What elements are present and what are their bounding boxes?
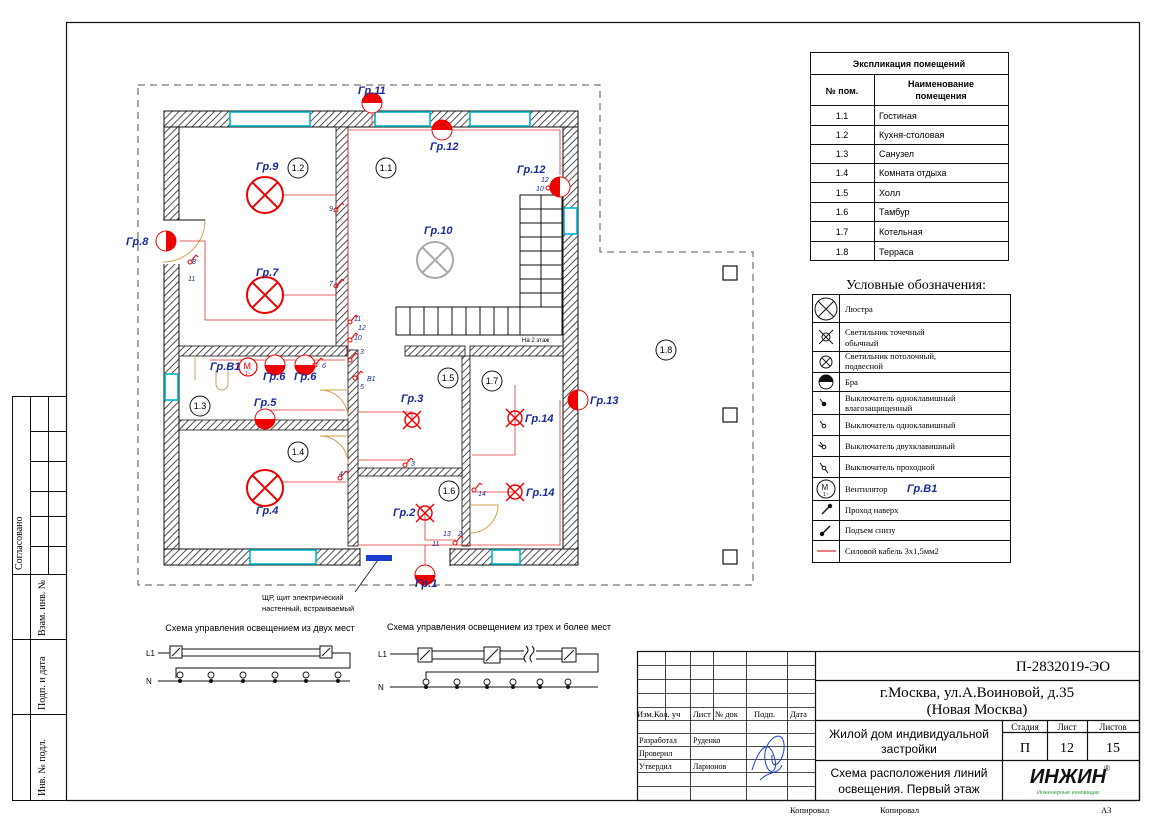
- group-label: Гр.9: [256, 161, 279, 173]
- chandelier-icon: [815, 298, 837, 320]
- tb-name: Руденко: [693, 736, 721, 745]
- signature: [752, 736, 784, 780]
- legend-title: Условные обозначения:: [845, 278, 987, 293]
- legend-text: обычный: [845, 338, 879, 348]
- legend-text: Бра: [845, 377, 858, 387]
- wall-interior: [462, 356, 470, 546]
- object-name: застройки: [881, 742, 937, 756]
- tb-role: Утвердил: [639, 762, 672, 771]
- scheme-l1: L1: [146, 649, 155, 658]
- sheet-frame: [67, 23, 1140, 801]
- rooms-table-col-num: № пом.: [825, 86, 859, 96]
- scheme-n: N: [378, 683, 384, 692]
- tb-role: Проверил: [639, 749, 673, 758]
- room-label: 1.7: [485, 376, 499, 386]
- wire-number: 2: [458, 531, 462, 538]
- format-label: А3: [1101, 805, 1112, 815]
- wall-west: [164, 111, 179, 565]
- logo-subtitle: Инженерные инновации: [1037, 790, 1099, 796]
- logo-mark: ®: [1104, 764, 1110, 773]
- table-cell: 1.3: [835, 149, 849, 159]
- tb-col-kol: Кол. уч: [654, 709, 681, 719]
- address-line: г.Москва, ул.А.Воиновой, д.35: [879, 685, 1075, 701]
- legend-text: Выключатель одноклавишный: [845, 393, 956, 403]
- table-cell: Комната отдыха: [879, 168, 947, 178]
- table-cell: 1.5: [835, 188, 849, 198]
- spot-light-icon: [819, 330, 833, 344]
- chandelier-icon: [247, 277, 283, 313]
- wall-interior: [470, 346, 563, 356]
- table-cell: 1.6: [835, 207, 849, 217]
- table-cell: Кухня-столовая: [879, 130, 945, 140]
- scheme-two-places: [146, 623, 355, 686]
- tb-col-date: Дата: [790, 709, 807, 719]
- switch-pass-icon: [820, 463, 828, 473]
- logo-text: ИНЖИН: [1029, 766, 1107, 788]
- table-cell: 1.7: [835, 227, 849, 237]
- panel-note: настенный, встраиваемый: [262, 604, 355, 613]
- sconce-icon: [819, 375, 833, 389]
- sheets-header: Листов: [1099, 722, 1127, 732]
- tb-col-sign: Подп.: [754, 709, 776, 719]
- switch-double-icon: [819, 442, 826, 449]
- sheet-title: Схема расположения линий: [830, 766, 988, 780]
- switch-single-icon: [820, 421, 826, 428]
- scheme-title: Схема управления освещением из двух мест: [165, 623, 355, 633]
- title-block-grid: [638, 652, 816, 801]
- group-label: Гр.8: [126, 236, 149, 248]
- stamp-sign-date: Подп. и дата: [37, 656, 48, 710]
- room-label: 1.2: [291, 163, 305, 173]
- wire-number: 12: [358, 325, 366, 332]
- scheme-multi-places: [378, 622, 611, 692]
- legend-text: Силовой кабель 3х1,5мм2: [845, 546, 939, 556]
- legend-text: Подъем снизу: [845, 525, 896, 535]
- group-label: Гр.10: [424, 225, 453, 237]
- wire-number: 8: [192, 259, 196, 266]
- sconce-icon: [255, 409, 275, 429]
- terrace-post: [723, 266, 737, 280]
- wire-number: 11: [354, 316, 362, 323]
- room-label: 1.3: [193, 401, 207, 411]
- sconce-icon: [156, 231, 176, 251]
- terrace-post: [723, 550, 737, 564]
- room-label: 1.6: [442, 486, 456, 496]
- wire-number: 10: [536, 186, 544, 193]
- chandelier-icon: [417, 242, 453, 278]
- stage-value: П: [1019, 741, 1031, 756]
- group-label: Гр.14: [526, 487, 555, 499]
- group-label: Гр.6: [263, 371, 286, 383]
- window: [230, 112, 310, 126]
- group-label: Гр.13: [590, 395, 619, 407]
- legend-text: Выключатель одноклавишный: [845, 420, 956, 430]
- sconce-icon: [550, 177, 570, 197]
- table-cell: Санузел: [879, 149, 915, 159]
- table-cell: 1.4: [835, 168, 849, 178]
- room-label: 1.5: [441, 373, 455, 383]
- stamp-inv-replace: Взам. инв. №: [37, 579, 48, 636]
- group-label: Гр.14: [525, 413, 554, 425]
- wire-number: 7: [329, 281, 333, 288]
- table-cell: 1.1: [835, 111, 849, 121]
- scheme-n: N: [146, 677, 152, 686]
- wall-interior: [358, 468, 462, 476]
- group-label: Гр.5: [254, 397, 277, 409]
- rooms-table-title: Экспликация помещений: [852, 59, 966, 69]
- copied-label: Копировал: [880, 805, 920, 815]
- tb-col-izm: Изм.: [637, 709, 654, 719]
- wire-number: 9: [329, 206, 333, 213]
- window: [470, 112, 530, 126]
- group-label: Гр.В1: [210, 361, 241, 373]
- wire-number: 10: [354, 335, 362, 342]
- wire-number: 14: [478, 491, 486, 498]
- rise-from-below-icon: [821, 526, 831, 536]
- legend-text: Проход наверх: [845, 505, 899, 515]
- stair-note: На 2 этаж: [522, 338, 550, 344]
- group-label: Гр.4: [256, 505, 279, 517]
- stamp-inv-orig: Инв. № подл.: [37, 739, 48, 796]
- sheets-value: 15: [1106, 741, 1120, 756]
- group-label: Гр.6: [294, 371, 317, 383]
- panel-board: [366, 555, 392, 561]
- tb-name: Ларионов: [693, 762, 727, 771]
- window: [564, 208, 577, 234]
- object-name: Жилой дом индивидуальной: [829, 727, 989, 741]
- legend-text: влагозащищенный: [845, 403, 913, 413]
- rooms-table-col-name: помещения: [915, 91, 967, 101]
- wire-number: 3: [411, 461, 415, 468]
- wire-number: 11: [188, 276, 196, 283]
- chandelier-icon: [247, 177, 283, 213]
- table-cell: Тамбур: [879, 207, 910, 217]
- wire-number: 11: [432, 541, 440, 548]
- wall-interior: [336, 127, 348, 350]
- rooms-table-col-name: Наименование: [907, 79, 975, 89]
- fan-icon: [239, 358, 257, 377]
- legend-text: Светильник точечный: [845, 327, 925, 337]
- wall-interior: [405, 346, 465, 356]
- svg-text:1~: 1~: [823, 492, 829, 498]
- room-label: 1.4: [291, 447, 305, 457]
- table-cell: 1.2: [835, 130, 849, 140]
- legend-text: Люстра: [845, 304, 873, 314]
- window: [492, 550, 520, 564]
- sheet-header: Лист: [1057, 722, 1077, 732]
- legend-text: Вентилятор: [845, 484, 888, 494]
- stamp-agreed: Согласовано: [14, 516, 25, 570]
- switch-waterproof-icon: [820, 399, 826, 406]
- sheet-value: 12: [1060, 741, 1074, 756]
- wire-number: 3: [360, 349, 364, 356]
- wire-number: 4: [339, 471, 343, 478]
- table-cell: 1.8: [835, 247, 849, 257]
- window: [375, 112, 430, 126]
- svg-text:M: M: [821, 483, 829, 492]
- group-label: Гр.3: [401, 393, 424, 405]
- wire-number: 12: [541, 177, 549, 184]
- floor-plan: [126, 85, 753, 613]
- wire-number: 13: [443, 531, 451, 538]
- group-label: Гр.12: [430, 141, 459, 153]
- group-label: Гр.7: [256, 267, 279, 279]
- company-logo: [1030, 764, 1110, 796]
- legend-text: Выключатель двухклавишный: [845, 441, 955, 451]
- svg-text:1~: 1~: [245, 371, 251, 377]
- pass-up-icon: [822, 505, 832, 515]
- stage-header: Стадия: [1011, 722, 1039, 732]
- wire-number: 5: [360, 384, 364, 391]
- legend-text: подвесной: [845, 361, 883, 371]
- scheme-title: Схема управления освещением из трех и более мест: [386, 622, 612, 632]
- legend-text: Выключатель проходной: [845, 462, 935, 472]
- room-label: 1.1: [379, 163, 393, 173]
- table-cell: Гостиная: [879, 111, 917, 121]
- table-cell: Холл: [879, 188, 901, 198]
- wire-number: 6: [322, 363, 326, 370]
- sconce-icon: [432, 120, 452, 140]
- group-label: Гр.1: [415, 578, 438, 590]
- room-label: 1.8: [659, 345, 673, 355]
- wall-interior: [179, 346, 347, 356]
- chandelier-icon: [247, 470, 283, 506]
- sink: [216, 370, 228, 390]
- tb-col-list: Лист: [693, 709, 711, 719]
- terrace-post: [723, 408, 737, 422]
- ceiling-light-icon: [820, 356, 832, 368]
- legend-text: Гр.В1: [907, 483, 938, 495]
- tb-col-doc: № док: [715, 709, 738, 719]
- group-label: Гр.12: [517, 164, 546, 176]
- panel-note: ЩР, щит электрический: [262, 593, 344, 602]
- window: [250, 550, 316, 564]
- address-line: (Новая Москва): [926, 702, 1028, 718]
- fan-icon: [817, 480, 835, 498]
- group-label: Гр.11: [358, 85, 386, 97]
- wiring: [180, 103, 560, 575]
- rooms-table-rows: [836, 111, 947, 257]
- svg-text:M: M: [243, 361, 251, 371]
- wire-number: B1: [367, 376, 376, 383]
- tb-role: Разработал: [639, 736, 677, 745]
- scheme-l1: L1: [378, 650, 387, 659]
- legend-text: Светильник потолочный,: [845, 351, 937, 361]
- copied-label: Копировал: [790, 805, 830, 815]
- window: [165, 374, 178, 400]
- project-code: П-2832019-ЭО: [1015, 659, 1111, 675]
- table-cell: Терраса: [879, 247, 914, 257]
- sconce-icon: [568, 390, 588, 410]
- table-cell: Котельная: [879, 227, 923, 237]
- sheet-title: освещения. Первый этаж: [838, 782, 980, 796]
- group-label: Гр.2: [393, 507, 416, 519]
